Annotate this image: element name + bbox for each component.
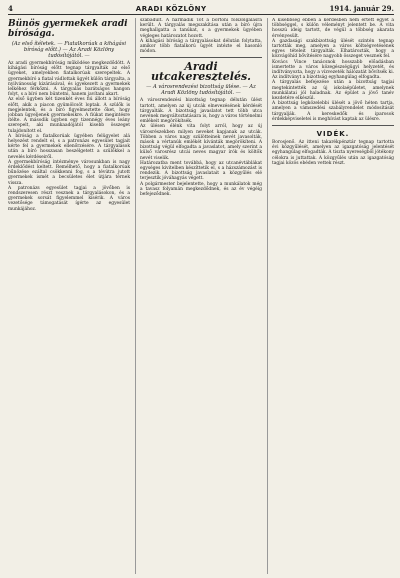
article-headline: Bünös gyermekek aradi bírósága. <box>8 19 128 39</box>
article-headline: Aradi utcakeresztelés. <box>150 60 252 84</box>
article-paragraph: A kihágási bíróság a tárgyalásokat délután folytatta, amikor több fiatalkorú ügyét intézte el hasonló módon. <box>140 38 262 55</box>
article-paragraph: Borosjenő. Az itteni takarékpénztár tegnap tartotta évi közgyűlését, amelyen az igazgatóság jelentését egyhangúlag elfogadták. A tiszta nyereségből jótékony célokra is juttattak. A közgyűlés után az igazgatóság tagjai közös ebéden vettek részt. <box>272 140 394 166</box>
divider <box>272 125 394 126</box>
article-paragraph: Az ülésen élénk vita folyt arról, hogy az új városrészekben milyen neveket kapjanak az utcák. Többen a város nagy szülötteinek nevét javasolták, mások a vértanúk emlékét kívánták megörökíteni. A bizottság végül elfogadta a javaslatot, amely szerint a külső városrész utcái neves magyar írók és költők nevét viselik. <box>140 124 262 161</box>
issue-date: 1914. január 29. <box>329 4 394 13</box>
column-3 <box>267 18 394 574</box>
article-paragraph: A gazdasági szakbizottság ülését szintén tegnap tartották meg, amelyen a város költségvetésének egyes tételeit tárgyalták. Elhatározták, hogy a közvágóhíd bővítésére nagyobb összeget vesznek fel. <box>272 38 394 60</box>
article-paragraph: A városrendezési bizottság tegnap délután ülést tartott, amelyen az új utcák elnevezésének kérdését tárgyalták. A bizottság javaslatot tett több utca nevének megváltoztatására is, hogy a város történelmi emlékeit megörökítsék. <box>140 98 262 125</box>
article-paragraph: Az aradi gyermekbíróság működése megkezdődött. A kihágási bíróság előtt tegnap tárgyalták az első ügyeket, amelyekben fiatalkorúak szerepeltek. A gyermekbíró a fiatal vádlottak ügyét külön tárgyalta, a nyilvánosság kizárásával, és igyekezett a gyermekek lelkéhez férkőzni. A tárgyalás barátságos hangon folyt, s a bíró nem büntetni, hanem javítani akart. <box>8 61 130 98</box>
column-1 <box>8 18 130 574</box>
article-paragraph: Kovács Vince tanácsnok hosszabb előadásban ismertette a város közegészségügyi helyzetét, és indítványozta, hogy a vízvezeték hálózatát bővítsék ki. Az indítványt a bizottság egyhangúlag elfogadta. <box>272 59 394 81</box>
column-2 <box>135 18 262 574</box>
article-paragraph: Határozatba ment továbbá, hogy az utcanévtáblákat egységes kivitelben készíttetik el, s a házszámozást is rendezik. A bizottság javaslatait a közgyűlés elé terjesztik jóváhagyás végett. <box>140 160 262 182</box>
article-paragraph: Az első ügyben két tizenkét éves fiú állott a bíróság előtt, akik a piacon gyümölcsöt loptak. A szülők is megjelentek, és a bíró figyelmeztette őket, hogy jobban ügyeljenek gyermekeikre. A fiúkat megintésre ítélte. A második ügyben egy tizennégy éves leány szerepelt, aki munkaadójától kisebb összeget tulajdonított el. <box>8 97 130 134</box>
columns <box>8 18 394 574</box>
article-paragraph: A patronázs egyesület tagjai a jövőben is rendszeresen részt vesznek a tárgyalásokon, és a gyermekek sorsát figyelemmel kísérik. A város vezetősége támogatását ígérte az egyesület munkájához. <box>8 185 130 212</box>
page-number: 4 <box>8 4 13 13</box>
article-paragraph: A bizottság legközelebbi ülését a jövő héten tartja, amelyen a vámszedési szabályrendelet módosítását tárgyalják. A kereskedők és iparosok érdekképviseletei is meghívást kaptak az ülésre. <box>272 101 394 122</box>
paper-name: ARADI KÖZLÖNY <box>135 5 207 13</box>
article-paragraph: A gyermekbíróság intézménye városunkban is nagy érdeklődést keltett. Remélhető, hogy a fiatalkorúak bűnözése ezáltal csökkenni fog, s a tévútra jutott gyermekek ismét a becsületes élet útjára térnek vissza. <box>8 159 130 186</box>
article-deck: (Az első ítéletek. — Fiatalkorúak a kihágási bíróság előtt.) — Az Aradi Közlöny tudósítójától. — <box>11 41 127 59</box>
divider <box>140 57 262 58</box>
article-paragraph: A polgármester bejelentette, hogy a munkálatok még a tavasz folyamán megkezdődnek, és az év végéig befejeződnek. <box>140 181 262 198</box>
article-paragraph: A kisebbség ebben a kérdésben nem értett egyet a többséggel, s külön véleményt jelentett be. A vita hosszú ideig tartott, de végül a többség akarata érvényesült. <box>272 18 394 39</box>
section-heading: VIDÉK. <box>316 130 350 139</box>
article-paragraph: A tárgyalás befejezése után a bizottság tagjai megtekintették az új iskolaépületet, amelynek munkálatai jól haladnak. Az épület a jövő tanév kezdetére elkészül. <box>272 80 394 102</box>
page-header <box>8 4 394 15</box>
article-paragraph: A bíróság a fiatalkorúak ügyében felügyelet alá helyezést rendelt el, s a patronázs egyesület tagjait kérte fel a gyermekek ellenőrzésére. A tárgyalások után a bíró hosszasan beszélgetett a szülőkkel a nevelés kérdéseiről. <box>8 133 130 160</box>
article-paragraph: szabadult. A harmadik Tót a börtöni fölszolgálásra került. A tárgyalás megszakítása után a bíró újra meghallgatta a tanúkat, s a gyermekek ügyében végleges határozatot hozott. <box>140 18 262 39</box>
article-deck: — A városrendezési bizottság ülése. — Az Aradi Közlöny tudósítójától. — <box>146 84 256 97</box>
